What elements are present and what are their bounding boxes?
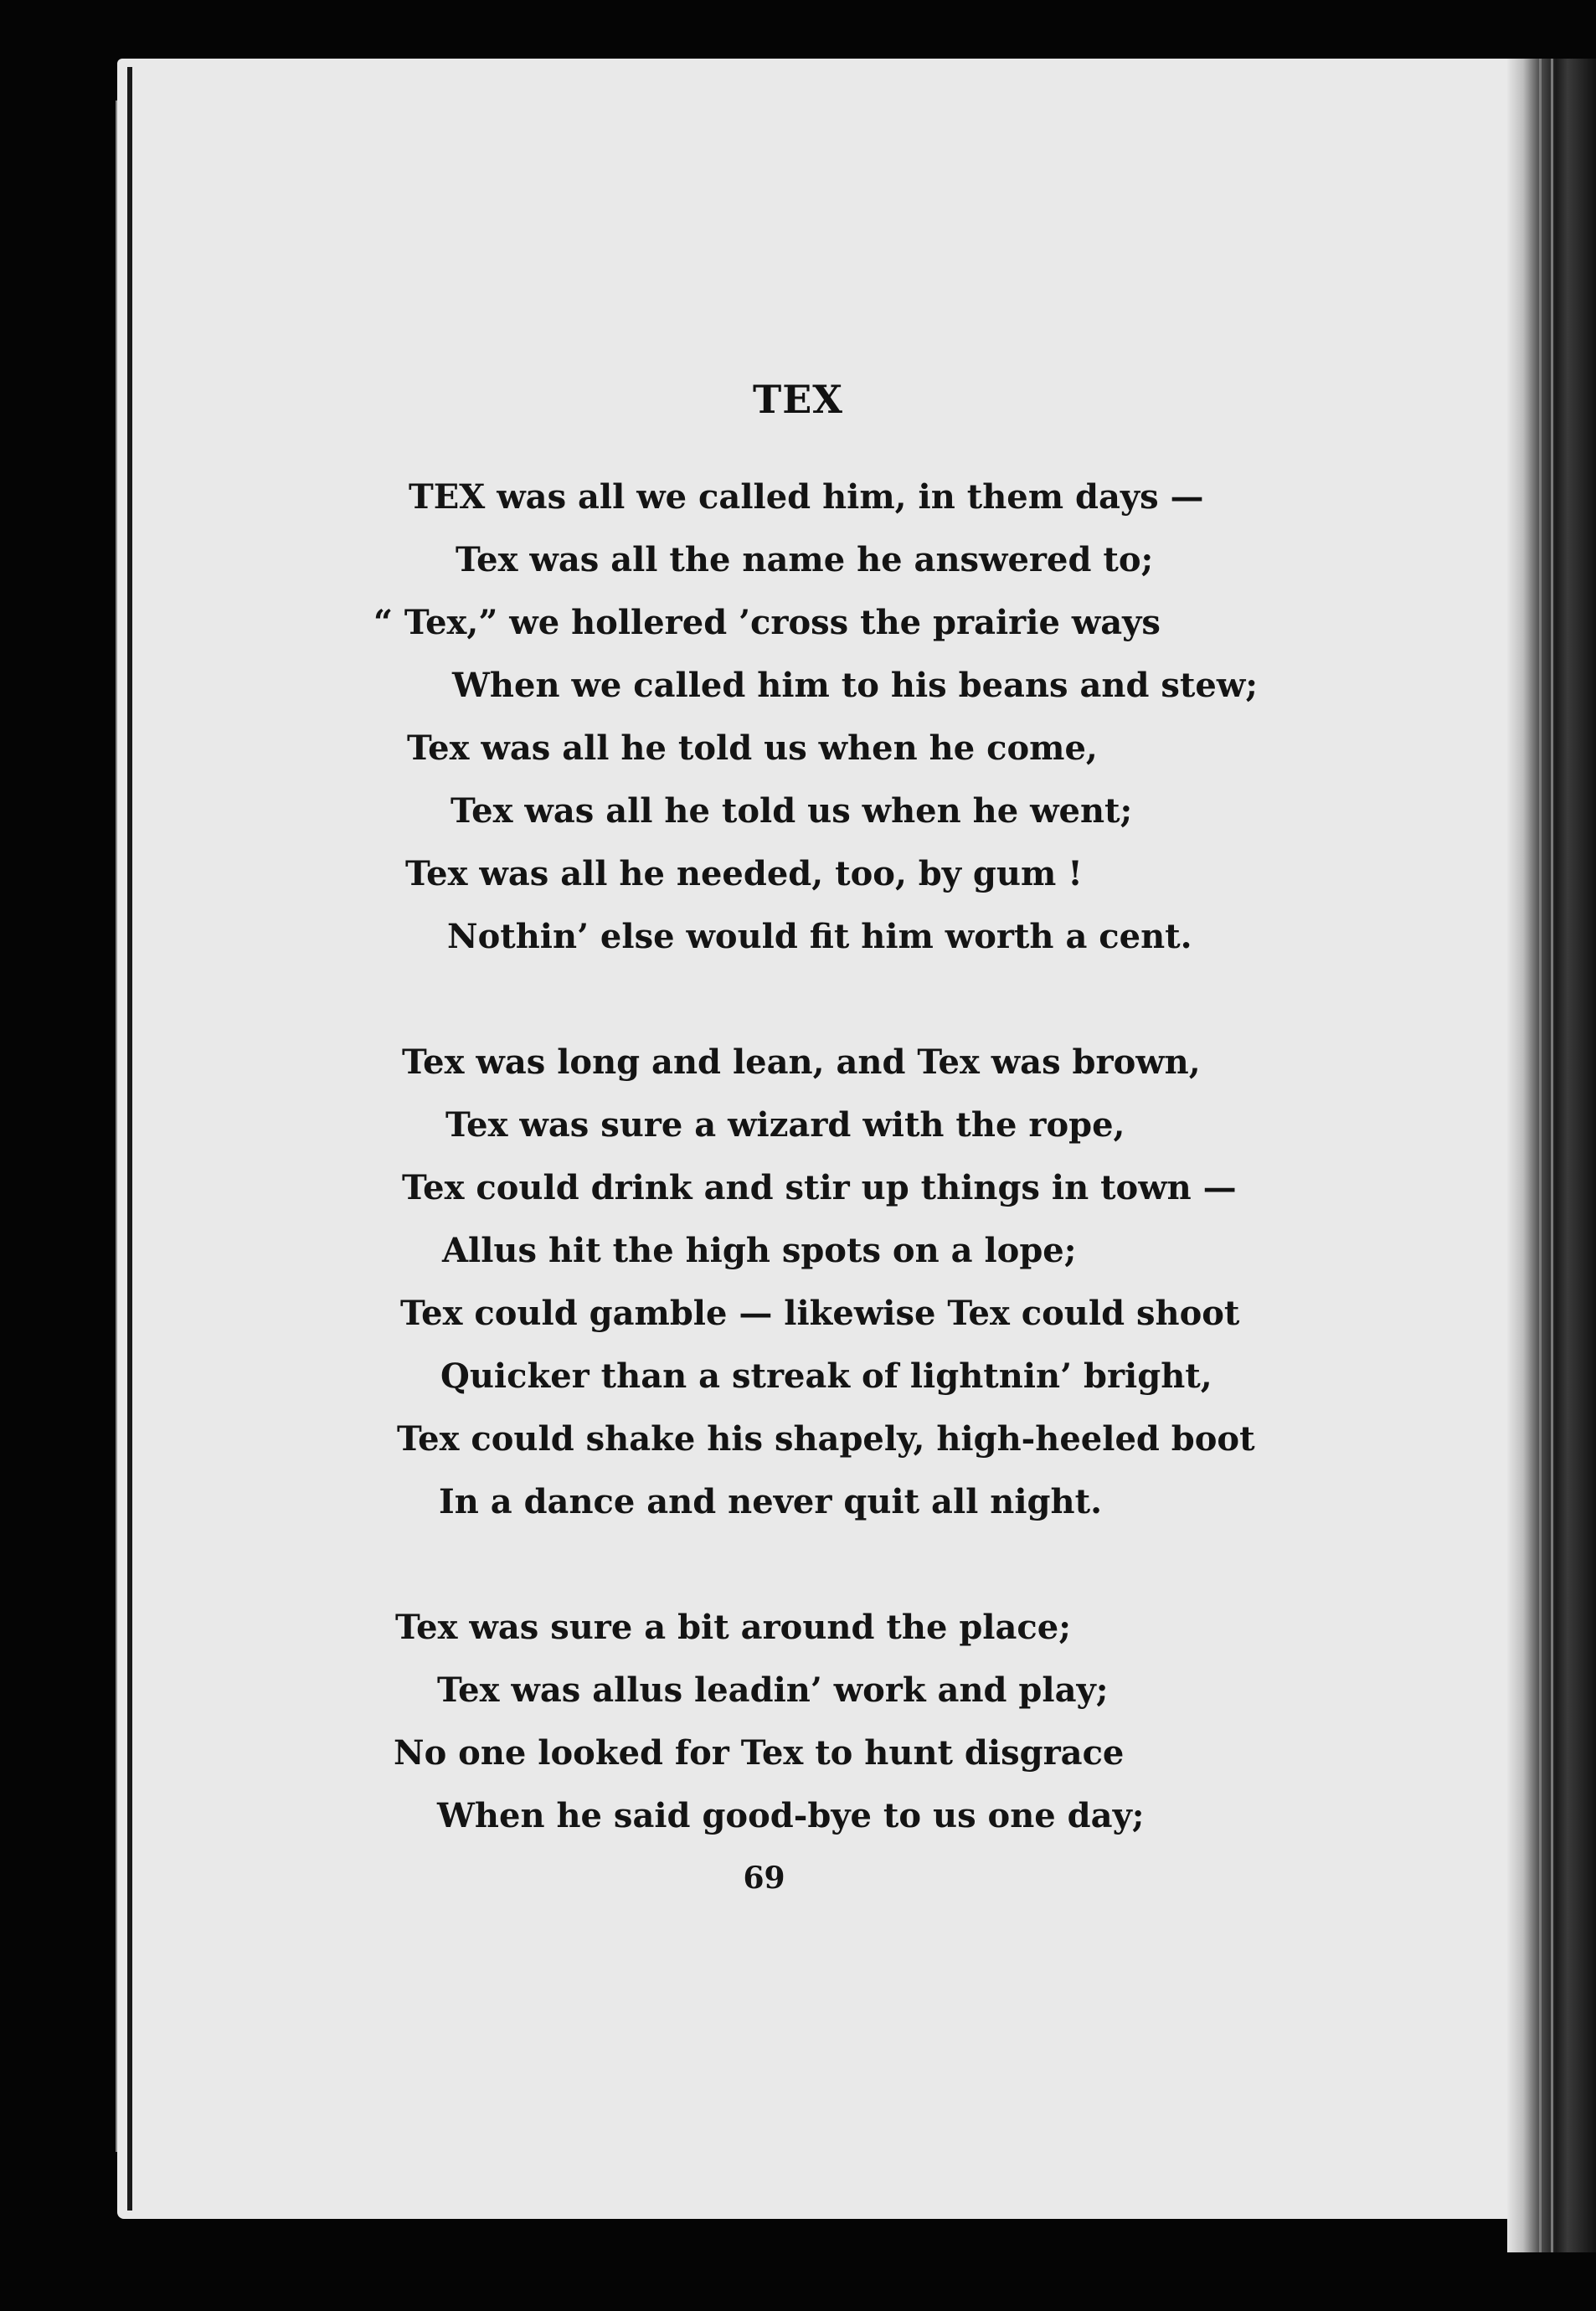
poem-line: Allus hit the high spots on a lope; bbox=[442, 1231, 1077, 1270]
poem-line: Tex was all he told us when he went; bbox=[450, 791, 1133, 831]
poem-line: No one looked for Tex to hunt disgrace bbox=[394, 1733, 1125, 1773]
poem-line: Tex was all he needed, too, by gum ! bbox=[405, 854, 1083, 893]
poem-line: Tex could gamble — likewise Tex could shoot bbox=[400, 1294, 1240, 1333]
page-number: 69 bbox=[743, 1861, 785, 1896]
poem-line: Tex could drink and stir up things in town — bbox=[402, 1168, 1237, 1207]
poem-line: Tex was long and lean, and Tex was brown, bbox=[402, 1042, 1201, 1082]
poem-line: Nothin’ else would fit him worth a cent. bbox=[447, 917, 1192, 956]
poem-line: In a dance and never quit all night. bbox=[439, 1482, 1102, 1521]
poem-line: Tex was all the name he answered to; bbox=[456, 540, 1154, 579]
poem-line: Tex was sure a bit around the place; bbox=[395, 1608, 1071, 1647]
poem-line: TEX was all we called him, in them days — bbox=[409, 477, 1204, 517]
poem-line: Tex could shake his shapely, high-heeled boot bbox=[397, 1419, 1255, 1459]
poem-line: Tex was all he told us when he come, bbox=[407, 728, 1098, 768]
poem-line: “ Tex,” we hollered ’cross the prairie ways bbox=[373, 603, 1161, 642]
poem-title: TEX bbox=[753, 377, 843, 422]
poem-line: Tex was allus leadin’ work and play; bbox=[437, 1670, 1109, 1710]
poem-line: When he said good-bye to us one day; bbox=[437, 1796, 1145, 1835]
poem-line: Quicker than a streak of lightnin’ bright, bbox=[440, 1356, 1212, 1396]
poem-line: Tex was sure a wizard with the rope, bbox=[445, 1105, 1125, 1145]
poem-line: When we called him to his beans and stew; bbox=[452, 666, 1259, 705]
